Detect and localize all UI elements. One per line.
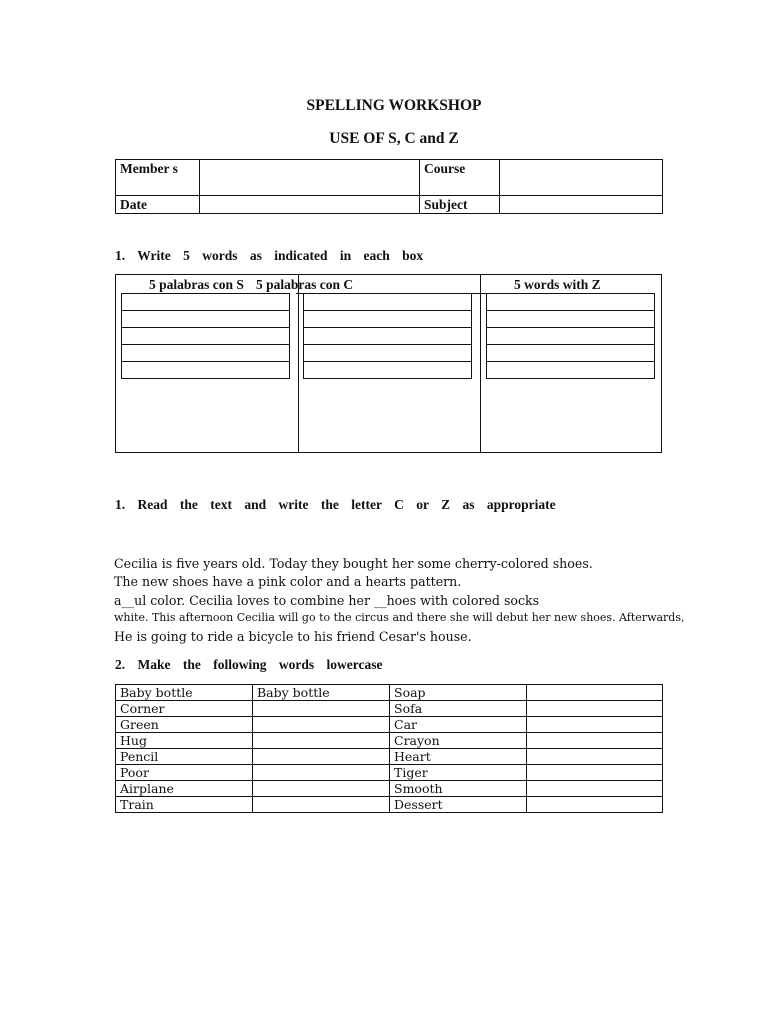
text-line-1: Cecilia is five years old. Today they bought her some cherry-colored shoes. (114, 556, 593, 571)
table-row (116, 717, 663, 733)
worksheet-subtitle: USE OF S, C and Z (329, 130, 459, 147)
word-cell: Airplane (116, 781, 253, 797)
text-line-2: The new shoes have a pink color and a hearts pattern. (114, 574, 462, 589)
subject-field[interactable] (500, 196, 663, 214)
table-row (116, 781, 663, 797)
answer-cell[interactable] (253, 749, 390, 765)
word-entry[interactable] (487, 294, 654, 311)
text-line-3: a__ul color. Cecilia loves to combine her __hoes with colored socks (114, 593, 540, 608)
word-cell: Baby bottle (116, 685, 253, 701)
column-header-c: 5 palabras con C (256, 277, 354, 292)
answer-cell[interactable] (527, 781, 663, 797)
answer-cell[interactable] (253, 765, 390, 781)
answer-cell[interactable] (527, 749, 663, 765)
word-list-c (303, 293, 472, 379)
word-cell: Car (390, 717, 527, 733)
table-row (116, 765, 663, 781)
word-cell: Tiger (390, 765, 527, 781)
column-divider (298, 275, 299, 452)
answer-cell[interactable] (527, 765, 663, 781)
answer-cell[interactable] (527, 733, 663, 749)
student-info-table (115, 159, 663, 214)
section1-heading: 1. Write 5 words as indicated in each box (115, 248, 424, 263)
lowercase-table (115, 684, 663, 813)
section2-heading: 1. Read the text and write the letter C or Z as appropriate (115, 497, 556, 512)
word-cell: Smooth (390, 781, 527, 797)
word-entry[interactable] (304, 362, 471, 378)
column-header-s: 5 palabras con S (149, 277, 244, 292)
table-row (116, 701, 663, 717)
members-field[interactable] (200, 160, 420, 196)
word-entry[interactable] (487, 345, 654, 362)
course-field[interactable] (500, 160, 663, 196)
word-cell: Soap (390, 685, 527, 701)
word-entry[interactable] (122, 294, 289, 311)
word-entry[interactable] (304, 311, 471, 328)
word-entry[interactable] (487, 328, 654, 345)
answer-cell[interactable] (253, 797, 390, 813)
answer-cell[interactable] (527, 797, 663, 813)
word-cell: Hug (116, 733, 253, 749)
word-cell: Crayon (390, 733, 527, 749)
word-cell: Pencil (116, 749, 253, 765)
answer-cell[interactable] (253, 781, 390, 797)
table-row (116, 733, 663, 749)
column-header-z: 5 words with Z (514, 277, 601, 292)
date-field[interactable] (200, 196, 420, 214)
text-line-4: white. This afternoon Cecilia will go to the circus and there she will debut her new shoes. Afterwards, (114, 611, 685, 624)
word-cell: Poor (116, 765, 253, 781)
worksheet-title: SPELLING WORKSHOP (306, 97, 482, 114)
answer-cell[interactable] (253, 733, 390, 749)
word-entry[interactable] (304, 294, 471, 311)
word-cell: Heart (390, 749, 527, 765)
word-list-z (486, 293, 655, 379)
word-entry[interactable] (487, 362, 654, 378)
word-entry[interactable] (122, 345, 289, 362)
word-entry[interactable] (304, 345, 471, 362)
word-entry[interactable] (122, 328, 289, 345)
word-list-s (121, 293, 290, 379)
words-box (115, 274, 662, 453)
answer-cell[interactable] (527, 717, 663, 733)
word-cell: Dessert (390, 797, 527, 813)
text-line-5: He is going to ride a bicycle to his friend Cesar's house. (114, 629, 472, 644)
answer-cell[interactable] (527, 685, 663, 701)
answer-cell[interactable]: Baby bottle (253, 685, 390, 701)
answer-cell[interactable] (527, 701, 663, 717)
section3-heading: 2. Make the following words lowercase (115, 657, 383, 672)
word-cell: Corner (116, 701, 253, 717)
table-row (116, 749, 663, 765)
subject-label: Subject (420, 196, 500, 214)
members-label: Member s (116, 160, 200, 196)
word-entry[interactable] (304, 328, 471, 345)
word-cell: Train (116, 797, 253, 813)
date-label: Date (116, 196, 200, 214)
answer-cell[interactable] (253, 717, 390, 733)
table-row (116, 797, 663, 813)
word-entry[interactable] (487, 311, 654, 328)
course-label: Course (420, 160, 500, 196)
word-entry[interactable] (122, 311, 289, 328)
word-cell: Green (116, 717, 253, 733)
answer-cell[interactable] (253, 701, 390, 717)
word-cell: Sofa (390, 701, 527, 717)
table-row (116, 685, 663, 701)
column-divider (480, 275, 481, 452)
word-entry[interactable] (122, 362, 289, 378)
